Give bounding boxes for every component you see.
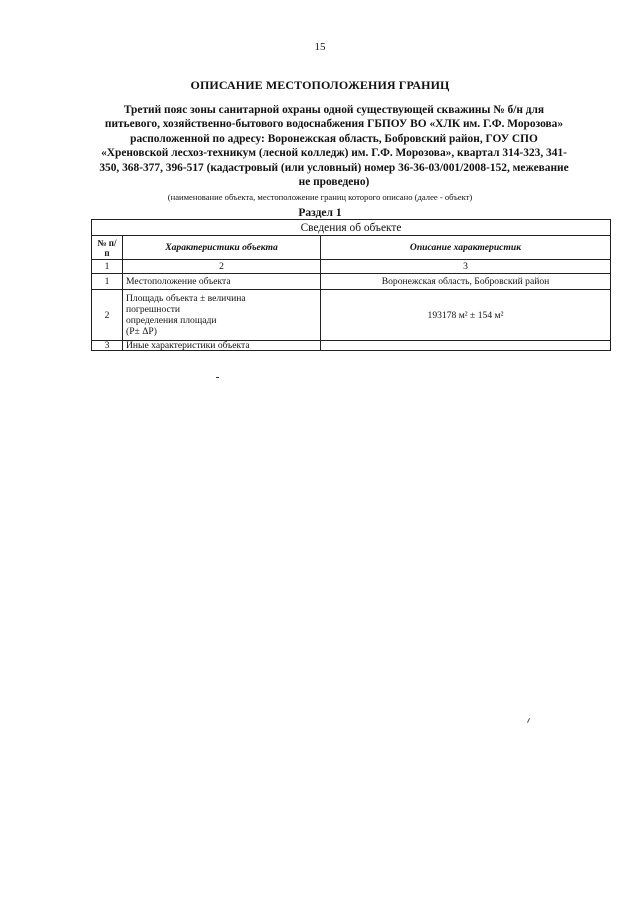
row-description: 193178 м² ± 154 м² <box>321 290 611 341</box>
description-line: расположенной по адресу: Воронежская область, Бобровский район, ГОУ СПО <box>130 132 538 145</box>
characteristic-line: Площадь объекта ± величина <box>126 293 246 304</box>
header-characteristics: Характеристики объекта <box>123 236 321 260</box>
row-characteristic <box>123 290 321 341</box>
section-title: Раздел 1 <box>298 207 342 219</box>
row-number: 1 <box>92 274 123 290</box>
table-title-row <box>92 220 611 236</box>
object-name-note: (наименование объекта, местоположение границ которого описано (далее - объект) <box>167 192 473 202</box>
table-row <box>92 274 611 290</box>
description-line: Третий пояс зоны санитарной охраны одной существующей скважины № б/н для <box>123 104 545 116</box>
description-line: не проведено) <box>298 176 370 189</box>
scan-mark <box>527 718 530 723</box>
header-num: № п/п <box>92 236 123 260</box>
row-number: 3 <box>92 341 123 351</box>
document-title: ОПИСАНИЕ МЕСТОПОЛОЖЕНИЯ ГРАНИЦ <box>190 78 450 92</box>
table-index-row <box>92 260 611 274</box>
table-row <box>92 290 611 341</box>
table-row <box>92 341 611 351</box>
row-description: Воронежская область, Бобровский район <box>321 274 611 290</box>
row-description <box>321 341 611 351</box>
description-line: «Хреновской лесхоз-техникум (лесной колледж) им. Г.Ф. Морозова», квартал 314-323, 341- <box>101 147 567 160</box>
table-header-row <box>92 236 611 260</box>
scan-speck <box>216 377 219 378</box>
characteristic-line: (P± ΔP) <box>126 326 157 337</box>
characteristic-line: погрешности <box>126 304 181 315</box>
row-characteristic: Иные характеристики объекта <box>123 341 321 351</box>
row-number: 2 <box>92 290 123 341</box>
index-cell: 3 <box>321 260 611 274</box>
page-number: 15 <box>314 41 326 53</box>
description-line: 350, 368-377, 396-517 (кадастровый (или условный) номер 36-36-03/001/2008-152, межевание <box>99 161 569 174</box>
description-line: питьевого, хозяйственно-бытового водоснабжения ГБПОУ ВО «ХЛК им. Г.Ф. Морозова» <box>104 118 564 131</box>
header-description: Описание характеристик <box>321 236 611 260</box>
table-title: Сведения об объекте <box>92 220 611 236</box>
index-cell: 2 <box>123 260 321 274</box>
row-characteristic: Местоположение объекта <box>123 274 321 290</box>
characteristic-line: определения площади <box>126 315 217 326</box>
object-description <box>86 103 582 189</box>
index-cell: 1 <box>92 260 123 274</box>
object-info-table <box>91 219 611 351</box>
